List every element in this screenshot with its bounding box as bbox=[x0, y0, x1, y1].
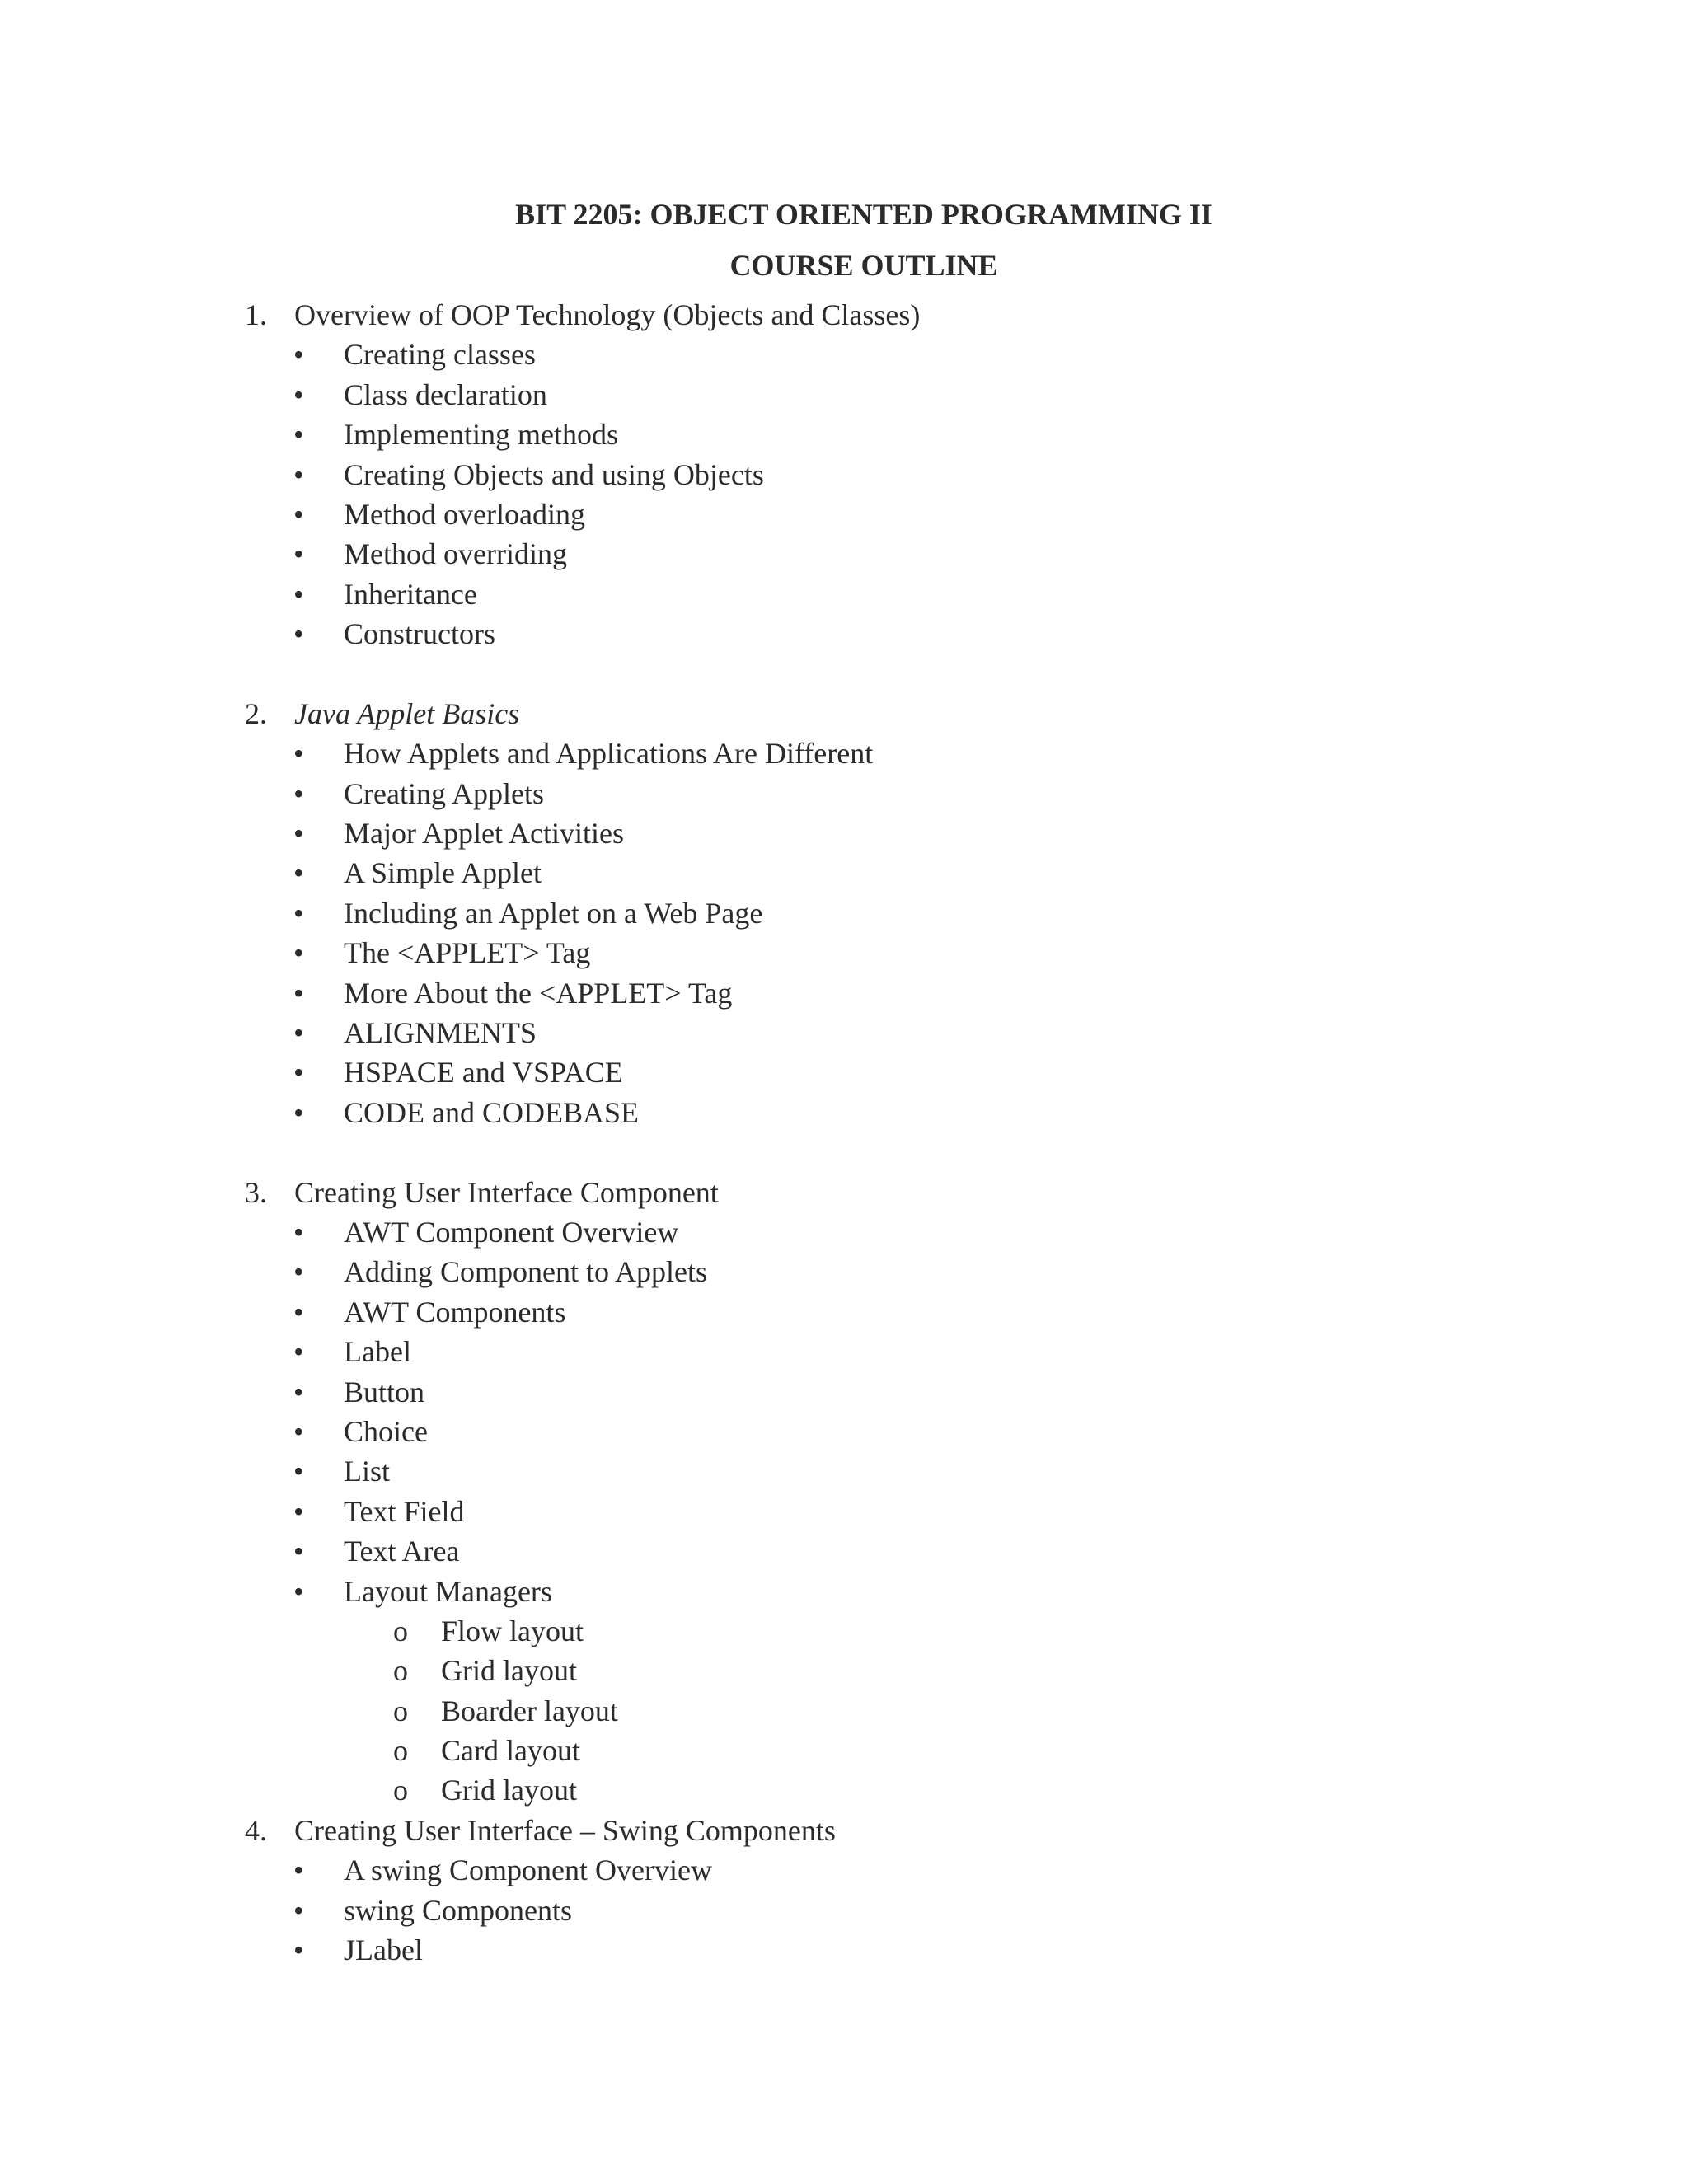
list-item-text: More About the <APPLET> Tag bbox=[344, 976, 733, 1010]
list-item-text: HSPACE and VSPACE bbox=[344, 1056, 623, 1090]
bullet-icon: • bbox=[293, 1494, 304, 1528]
sub-list-item bbox=[0, 1770, 1688, 1810]
list-item bbox=[0, 375, 1688, 415]
list-item-text: Label bbox=[344, 1335, 411, 1369]
list-item bbox=[0, 614, 1688, 654]
list-item-text: JLabel bbox=[344, 1933, 423, 1967]
list-item bbox=[0, 733, 1688, 773]
list-item bbox=[0, 1212, 1688, 1252]
bullet-icon: • bbox=[293, 1535, 304, 1568]
sub-list-item-text: Card layout bbox=[441, 1734, 580, 1768]
blank-line bbox=[0, 654, 1688, 694]
list-item bbox=[0, 1891, 1688, 1930]
bullet-icon: • bbox=[293, 856, 304, 890]
bullet-icon: • bbox=[293, 1933, 304, 1967]
bullet-icon: • bbox=[293, 1215, 304, 1249]
list-item bbox=[0, 335, 1688, 374]
bullet-icon: • bbox=[293, 1854, 304, 1887]
list-item bbox=[0, 774, 1688, 813]
list-item bbox=[0, 813, 1688, 853]
bullet-icon: • bbox=[293, 737, 304, 771]
list-item-text: List bbox=[344, 1455, 391, 1488]
list-item bbox=[0, 1930, 1688, 1970]
section-title: Creating User Interface Component bbox=[294, 1175, 719, 1209]
list-item-text: Adding Component to Applets bbox=[344, 1255, 707, 1289]
list-item-text: Creating Objects and using Objects bbox=[344, 457, 764, 491]
list-item bbox=[0, 1093, 1688, 1132]
sub-list-item-text: Grid layout bbox=[441, 1774, 577, 1807]
circle-bullet-icon: o bbox=[393, 1694, 408, 1727]
section-number: 4. bbox=[245, 1813, 267, 1847]
circle-bullet-icon: o bbox=[393, 1614, 408, 1647]
circle-bullet-icon: o bbox=[393, 1654, 408, 1688]
list-item-text: Layout Managers bbox=[344, 1574, 552, 1608]
section-heading bbox=[0, 1811, 1688, 1850]
list-item-text: A Simple Applet bbox=[344, 856, 542, 890]
bullet-icon: • bbox=[293, 1335, 304, 1369]
bullet-icon: • bbox=[293, 1574, 304, 1608]
list-item bbox=[0, 1292, 1688, 1332]
list-item-text: A swing Component Overview bbox=[344, 1854, 712, 1887]
bullet-icon: • bbox=[293, 338, 304, 372]
list-item bbox=[0, 1252, 1688, 1291]
list-item-text: Including an Applet on a Web Page bbox=[344, 896, 763, 930]
list-item bbox=[0, 1572, 1688, 1611]
section-heading bbox=[0, 694, 1688, 733]
bullet-icon: • bbox=[293, 418, 304, 452]
list-item bbox=[0, 1451, 1688, 1491]
course-outline bbox=[0, 295, 1688, 1970]
bullet-icon: • bbox=[293, 976, 304, 1010]
bullet-icon: • bbox=[293, 896, 304, 930]
list-item bbox=[0, 893, 1688, 933]
list-item-text: Text Area bbox=[344, 1535, 460, 1568]
list-item-text: Button bbox=[344, 1375, 425, 1408]
bullet-icon: • bbox=[293, 936, 304, 970]
bullet-icon: • bbox=[293, 1255, 304, 1289]
list-item bbox=[0, 574, 1688, 614]
list-item bbox=[0, 1412, 1688, 1451]
bullet-icon: • bbox=[293, 377, 304, 411]
list-item-text: Class declaration bbox=[344, 377, 547, 411]
bullet-icon: • bbox=[293, 537, 304, 571]
list-item-text: AWT Components bbox=[344, 1295, 566, 1329]
list-item bbox=[0, 853, 1688, 893]
list-item bbox=[0, 1531, 1688, 1571]
section-title: Java Applet Basics bbox=[294, 696, 520, 730]
document-subtitle: COURSE OUTLINE bbox=[729, 249, 998, 282]
blank-line bbox=[0, 1132, 1688, 1172]
list-item bbox=[0, 1013, 1688, 1052]
section-number: 1. bbox=[245, 298, 267, 331]
list-item bbox=[0, 455, 1688, 494]
bullet-icon: • bbox=[293, 497, 304, 531]
sub-list-item-text: Flow layout bbox=[441, 1614, 584, 1647]
sub-list-item bbox=[0, 1731, 1688, 1770]
bullet-icon: • bbox=[293, 1295, 304, 1329]
bullet-icon: • bbox=[293, 457, 304, 491]
section-title: Creating User Interface – Swing Components bbox=[294, 1813, 836, 1847]
list-item bbox=[0, 415, 1688, 454]
list-item bbox=[0, 1850, 1688, 1890]
circle-bullet-icon: o bbox=[393, 1734, 408, 1768]
bullet-icon: • bbox=[293, 1893, 304, 1927]
section-number: 2. bbox=[245, 696, 267, 730]
list-item-text: The <APPLET> Tag bbox=[344, 936, 591, 970]
list-item-text: Constructors bbox=[344, 617, 495, 651]
bullet-icon: • bbox=[293, 817, 304, 851]
sub-list-item-text: Grid layout bbox=[441, 1654, 577, 1688]
list-item-text: Choice bbox=[344, 1414, 428, 1448]
circle-bullet-icon: o bbox=[393, 1774, 408, 1807]
list-item-text: Creating Applets bbox=[344, 776, 544, 810]
bullet-icon: • bbox=[293, 617, 304, 651]
document-title: BIT 2205: OBJECT ORIENTED PROGRAMMING II bbox=[515, 198, 1212, 231]
list-item bbox=[0, 933, 1688, 972]
list-item-text: Text Field bbox=[344, 1494, 465, 1528]
bullet-icon: • bbox=[293, 1455, 304, 1488]
list-item bbox=[0, 1052, 1688, 1092]
bullet-icon: • bbox=[293, 1016, 304, 1050]
list-item bbox=[0, 1372, 1688, 1412]
bullet-icon: • bbox=[293, 577, 304, 611]
list-item-text: Creating classes bbox=[344, 338, 536, 372]
list-item bbox=[0, 973, 1688, 1013]
bullet-icon: • bbox=[293, 1095, 304, 1129]
bullet-icon: • bbox=[293, 1375, 304, 1408]
list-item bbox=[0, 494, 1688, 534]
sub-list-item bbox=[0, 1691, 1688, 1731]
list-item-text: How Applets and Applications Are Different bbox=[344, 737, 874, 771]
list-item-text: swing Components bbox=[344, 1893, 573, 1927]
sub-list-item-text: Boarder layout bbox=[441, 1694, 618, 1727]
list-item-text: ALIGNMENTS bbox=[344, 1016, 537, 1050]
list-item-text: AWT Component Overview bbox=[344, 1215, 679, 1249]
list-item-text: Method overriding bbox=[344, 537, 567, 571]
section-number: 3. bbox=[245, 1175, 267, 1209]
sub-list-item bbox=[0, 1611, 1688, 1651]
sub-list-item bbox=[0, 1651, 1688, 1690]
list-item bbox=[0, 534, 1688, 574]
section-heading bbox=[0, 295, 1688, 335]
list-item-text: Implementing methods bbox=[344, 418, 618, 452]
list-item-text: Method overloading bbox=[344, 497, 585, 531]
section-title: Overview of OOP Technology (Objects and Classes) bbox=[294, 298, 921, 331]
bullet-icon: • bbox=[293, 1056, 304, 1090]
list-item-text: CODE and CODEBASE bbox=[344, 1095, 639, 1129]
list-item-text: Inheritance bbox=[344, 577, 477, 611]
list-item bbox=[0, 1492, 1688, 1531]
bullet-icon: • bbox=[293, 1414, 304, 1448]
list-item bbox=[0, 1332, 1688, 1371]
bullet-icon: • bbox=[293, 776, 304, 810]
section-heading bbox=[0, 1173, 1688, 1212]
list-item-text: Major Applet Activities bbox=[344, 817, 624, 851]
